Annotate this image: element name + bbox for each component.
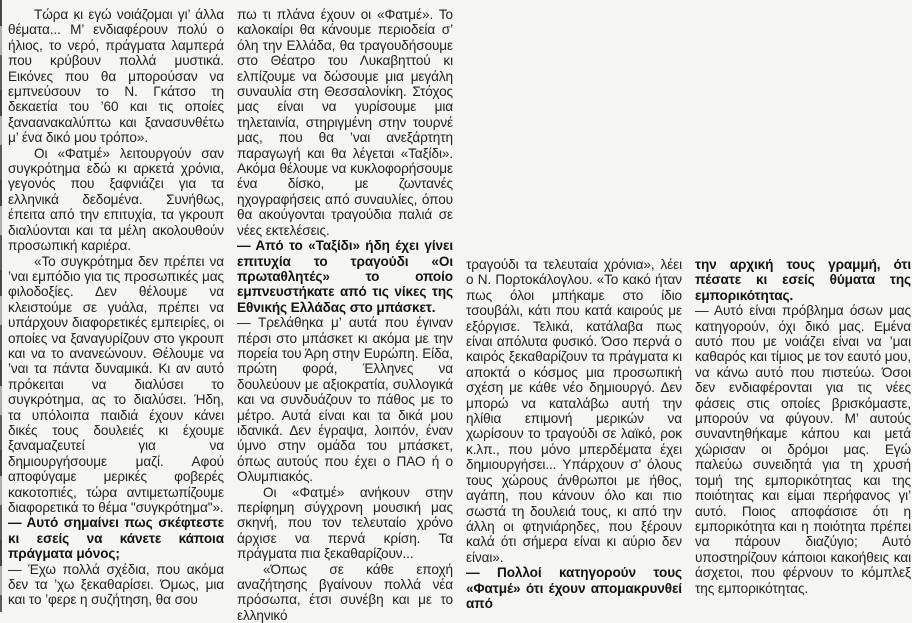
article-paragraph: «Όπως σε κάθε εποχή αναζήτησης βγαίνουν πολλά νέα πρόσωπα, έτσι συνέβη και με το ελληνικό [237, 561, 453, 623]
interview-question-paragraph: — Από το «Ταξίδι» ήδη έχει γίνει επιτυχία το τραγούδι «Οι πρωταθλητές» το οποίο εμπνευστήκατε από τις νίκες της Εθνικής Ελλάδας στο μπάσκετ. [237, 238, 453, 315]
article-paragraph: — Τρελάθηκα μ’ αυτά που έγιναν πέρσι στο μπάσκετ κι ακόμα με την πορεία του Άρη στην Ευρώπη. Είδα, πρώτη φορά, Έλληνες να δουλεύουν με αξιοκρατία, συλλογικά και να συνδυάζουν το πάθος με το μέτρο. Αυτά είναι και τα δικά μου ιδανικά. Δεν έγραψα, λοιπόν, έναν ύμνο στην ομάδα του μπάσκετ, όπως αυτούς που έχει ο ΠΑΟ ή ο Ολυμπιακός. [237, 315, 453, 485]
scan-edge-artifact [0, 0, 2, 612]
article-paragraph: τραγούδι τα τελευταία χρόνια», λέει ο Ν. Πορτοκάλογλου. «Το κακό ήταν πως όλοι μπήκαμε στο ίδιο τσουβάλι, κάτι που κατά καιρούς με εξόργισε. Τελικά, κατάλαβα πως είναι απόλυτα φυσικό. Όσο περνά ο καιρός ξεκαθαρίζουν τα πράγματα κι αποκτά ο κόσμος μια προσωπική σχέση με κάθε νέο δημιουργό. Δεν μπορώ να καταλάβω αυτή την ηλίθια επιμονή μερικών να χωρίσουν το τραγούδι σε λαϊκό, ροκ κ.λπ., που μόνο μπερδέματα έχει δημιουργήσει... Υπάρχουν σ’ όλους τους χώρους άνθρωποι με ήθος, αγάπη, που κάνουν όλο και πιο σωστά τη δουλειά τους, κι από την άλλη οι φτηνιάρηδες, που ξέρουν καλά ότι σήμερα είναι κι αύριο δεν είναι». [466, 257, 682, 565]
text-column-4 [695, 7, 911, 623]
article-paragraph: — Αυτό είναι πρόβλημα όσων μας κατηγορούν, όχι δικό μας. Εμένα αυτό που με νοιάζει είναι να ’μαι καθαρός και τίμιος με τον εαυτό μου, να κάνω αυτό που πιστεύω. Όσοι δεν ενδιαφέρονται για τις νέες φάσεις στις οποίες βρισκόμαστε, μπορούν να φύγουν. Μ’ αυτούς συναντηθήκαμε κάπου και μετά χώρισαν οι δρόμοι μας. Εγώ παλεύω συνειδητά για τη χρυσή τομή της εμπορικότητας και της ποιότητας και είμαι περήφανος γι’ αυτό. Ποιος αποφάσισε ότι η εμπορικότητα και η ποιότητα πρέπει να πάρουν διαζύγιο; Αυτό υποστηρίζουν κάποιοι κακοήθεις και άσχετοι, που φέρνουν το κόμπλεξ της εμπορικότητας. [695, 303, 911, 596]
text-column-1 [8, 7, 224, 623]
article-paragraph: «Το συγκρότημα δεν πρέπει να ’ναι εμπόδιο για τις προσωπικές μας φιλοδοξίες. Δεν θέλουμε να κλειστούμε σε γυάλα, πρέπει να υπάρχουν διαφορετικές εμπειρίες, οι οποίες να ξαναγυρίζουν στο γκρουπ και να το ανανεώνουν. Θέλουμε να ’ναι τα πάντα δυναμικά. Κι αν αυτό πρόκειται να διαλύσει το συγκρότημα, ας το διαλύσει. Ήδη, τα υπόλοιπα παιδιά έχουν κάνει δικές τους δουλειές κι έχουμε ξαναμαζευτεί για να δημιουργήσουμε μαζί. Αφού αποφύγαμε μερικές φοβερές κακοτοπιές, τώρα αντιμετωπίζουμε διαφορετικά το θέμα "συγκρότημα"». [8, 253, 224, 515]
interview-question-paragraph: — Πολλοί κατηγορούν τους «Φατμέ» ότι έχουν απομακρυνθεί από [466, 565, 682, 611]
article-paragraph: πω τι πλάνα έχουν οι «Φατμέ». Το καλοκαίρι θα κάνουμε περιοδεία σ’ όλη την Ελλάδα, θα τραγουδήσουμε στο Θέατρο του Λυκαβηττού κι ελπίζουμε να δώσουμε μια μεγάλη συναυλία στη Θεσσαλονίκη. Στόχος μας είναι να γυρίσουμε μια τηλεταινία, στηριγμένη στην τουρνέ μας, που θα ’ναι ανεξάρτητη παραγωγή και θα λέγεται «Ταξίδι». Ακόμα θέλουμε να κυκλοφορήσουμε ένα δίσκο, με ζωντανές ηχογραφήσεις από συναυλίες, όπου θα ακούγονται τραγούδια παλιά σε νέες εκτελέσεις. [237, 7, 453, 238]
article-paragraph: Οι «Φατμέ» ανήκουν στην περίφημη σύγχρονη μουσική μας σκηνή, που τον τελευταίο χρόνο άρχισε να περνά κρίση. Τα πράγματα πια ξεκαθαρίζουν... [237, 484, 453, 562]
interview-question-paragraph: την αρχική τους γραμμή, ότι πέσατε κι εσείς θύματα της εμπορικότητας. [695, 257, 911, 303]
interview-question-paragraph: — Αυτό σημαίνει πως σκέφτεστε κι εσείς να κάνετε κάποια πράγματα μόνος; [8, 515, 224, 562]
article-paragraph: Οι «Φατμέ» λειτουργούν σαν συγκρότημα εδώ κι αρκετά χρόνια, γεγονός που ξαφνιάζει για τα ελληνικά δεδομένα. Συνήθως, έπειτα από την επιτυχία, τα γκρουπ διαλύονται και τα μέλη ακολουθούν προσωπική καριέρα. [8, 145, 224, 254]
article-paragraph: — Έχω πολλά σχέδια, που ακόμα δεν τα ’χω ξεκαθαρίσει. Όμως, μια και το ’φερε η συζήτηση, θα σου [8, 561, 224, 608]
article-paragraph: Τώρα κι εγώ νοιάζομαι γι’ άλλα θέματα... Μ’ ενδιαφέρουν πολύ ο ήλιος, το νερό, πράγματα λαμπερά που κρύβουν πολλά μυστικά. Εικόνες που θα μπορούσαν να εμπνεύσουν το Ν. Γκάτσο τη δεκαετία του ’60 και τις οποίες ξαναανακαλύπτω και ξανασυνθέτω μ’ ένα δικό μου τρόπο». [8, 7, 224, 146]
text-column-3 [466, 7, 682, 623]
text-column-2 [237, 7, 453, 623]
